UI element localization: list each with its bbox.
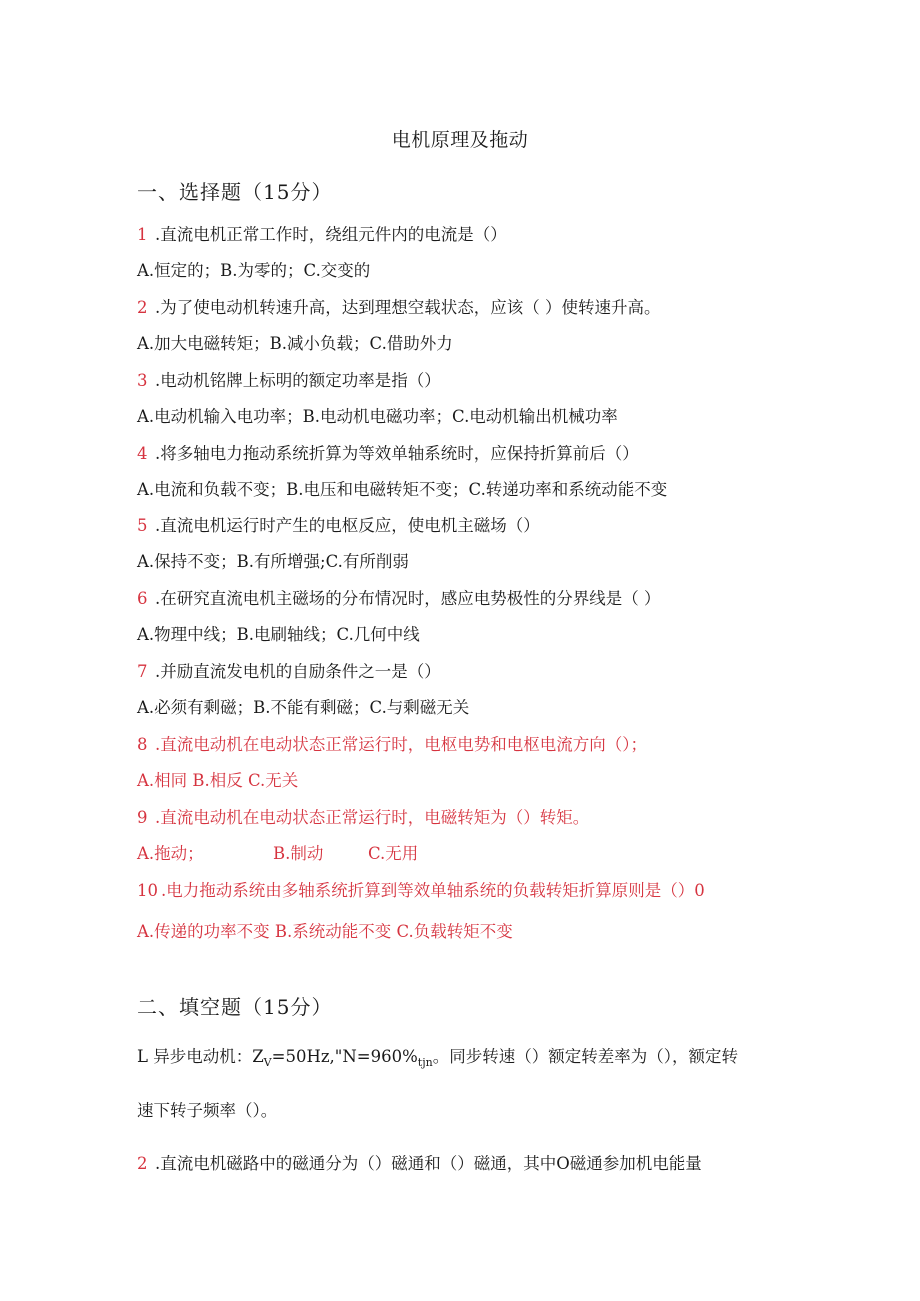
question-text: .电动机铭牌上标明的额定功率是指（）	[155, 371, 441, 390]
question-10-options: A.传递的功率不变 B.系统动能不变 C.负载转矩不变	[137, 922, 513, 941]
fill-1-prefix: L 异步电动机：Z	[137, 1047, 264, 1066]
question-text: .直流电动机在电动状态正常运行时，电磁转矩为（）转矩。	[155, 808, 590, 827]
fill-question-1-continued: 速下转子频率（）。	[137, 1101, 278, 1120]
fill-1-suffix: 。同步转速（）额定转差率为（），额定转	[432, 1047, 738, 1066]
question-number: 7	[137, 662, 148, 681]
question-text: .为了使电动机转速升高，达到理想空载状态，应该（ ）使转速升高。	[155, 298, 661, 317]
question-3	[137, 367, 441, 391]
fill-question-2	[137, 1150, 702, 1174]
question-text: .电力拖动系统由多轴系统折算到等效单轴系统的负载转矩折算原则是（）0	[161, 881, 705, 900]
fill-1-subscript-2: tjn	[417, 1056, 433, 1069]
question-text: .将多轴电力拖动系统折算为等效单轴系统时，应保持折算前后（）	[155, 444, 639, 463]
question-number: 6	[137, 589, 148, 608]
option-b: B.制动	[273, 844, 324, 863]
question-4	[137, 440, 639, 464]
question-number: 2	[137, 1154, 148, 1173]
fill-1-middle: =50Hz,"N=960%	[271, 1047, 418, 1066]
question-number: 3	[137, 371, 148, 390]
question-5-options: A.保持不变；B.有所增强;C.有所削弱	[137, 552, 409, 571]
question-9	[137, 804, 589, 828]
fill-1-subscript: V	[263, 1056, 272, 1069]
question-7-options: A.必须有剩磁；B.不能有剩磁；C.与剩磁无关	[137, 698, 470, 717]
section-heading-choice: 一、选择题（15分）	[137, 180, 333, 204]
question-6-options: A.物理中线；B.电刷轴线；C.几何中线	[137, 625, 420, 644]
fill-question-1	[137, 1043, 738, 1069]
question-5	[137, 512, 540, 536]
question-number: 4	[137, 444, 148, 463]
question-number: 9	[137, 808, 148, 827]
question-10	[137, 877, 705, 901]
question-9-options	[137, 840, 418, 864]
section-heading-fill: 二、填空题（15分）	[137, 995, 333, 1019]
question-8-options: A.相同 B.相反 C.无关	[137, 771, 299, 790]
option-c: C.无用	[368, 844, 419, 863]
question-2-options: A.加大电磁转矩；B.减小负载；C.借助外力	[137, 334, 453, 353]
question-7	[137, 658, 441, 682]
question-number: 2	[137, 298, 148, 317]
question-6	[137, 585, 661, 609]
question-text: .直流电动机在电动状态正常运行时，电枢电势和电枢电流方向（）；	[155, 735, 647, 754]
option-a: A.拖动；	[137, 844, 204, 863]
question-text: .直流电机磁路中的磁通分为（）磁通和（）磁通，其中O磁通参加机电能量	[155, 1154, 702, 1173]
question-4-options: A.电流和负载不变；B.电压和电磁转矩不变；C.转递功率和系统动能不变	[137, 480, 668, 499]
question-2	[137, 294, 661, 318]
question-1-options: A.恒定的；B.为零的；C.交变的	[137, 261, 371, 280]
question-number: 1	[137, 225, 148, 244]
question-1	[137, 221, 507, 245]
question-text: .在研究直流电机主磁场的分布情况时，感应电势极性的分界线是（ ）	[155, 589, 661, 608]
question-text: .并励直流发电机的自励条件之一是（）	[155, 662, 441, 681]
question-8	[137, 731, 647, 755]
document-title: 电机原理及拖动	[391, 129, 529, 151]
question-text: .直流电机运行时产生的电枢反应，使电机主磁场（）	[155, 516, 540, 535]
question-text: .直流电机正常工作时，绕组元件内的电流是（）	[155, 225, 507, 244]
question-number: 8	[137, 735, 148, 754]
question-number: 5	[137, 516, 148, 535]
question-number: 10	[137, 881, 158, 900]
question-3-options: A.电动机输入电功率；B.电动机电磁功率；C.电动机输出机械功率	[137, 407, 618, 426]
